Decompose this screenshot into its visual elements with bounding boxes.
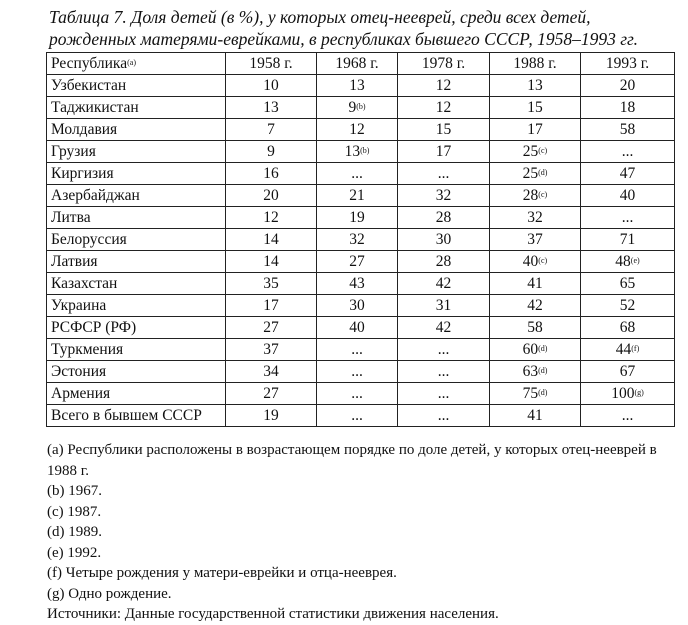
cell-value: 21: [349, 186, 365, 204]
value-cell: [581, 97, 675, 119]
cell-value: ...: [437, 406, 450, 424]
value-cell: [490, 273, 581, 295]
cell-value: 30: [349, 296, 365, 314]
cell-value: 9: [267, 142, 275, 160]
cell-value: 25: [522, 164, 539, 182]
cell-value: 75: [522, 384, 539, 402]
footnote-marker: (d): [538, 365, 548, 375]
value-cell: [581, 317, 675, 339]
cell-value: 9: [348, 98, 357, 116]
value-cell: [226, 207, 317, 229]
cell-value: 44: [615, 340, 632, 358]
cell-value: 28: [522, 186, 539, 204]
cell-value: 58: [527, 318, 543, 336]
cell-value: 18: [619, 98, 636, 116]
footnote-marker: (c): [538, 145, 548, 155]
cell-value: 40: [619, 186, 636, 204]
value-cell: [581, 295, 675, 317]
cell-value: 12: [435, 76, 452, 94]
value-cell: [490, 97, 581, 119]
data-table: [46, 52, 675, 427]
value-cell: [490, 185, 581, 207]
cell-value: 19: [349, 208, 365, 226]
value-cell: [398, 295, 490, 317]
cell-value: 58: [619, 120, 636, 138]
value-cell: [226, 185, 317, 207]
header-year: 1958 г.: [226, 53, 317, 75]
table-body: [47, 75, 675, 427]
cell-value: 7: [267, 120, 275, 138]
region-name: Армения: [47, 383, 226, 405]
footnote-marker: (g): [634, 387, 644, 397]
header-year: 1993 г.: [581, 53, 675, 75]
value-cell: [226, 251, 317, 273]
cell-value: 16: [263, 164, 279, 182]
value-cell: [226, 339, 317, 361]
table-row: [47, 207, 675, 229]
source-note: Источники: Данные государственной статистики движения населения.: [47, 606, 499, 622]
footnote-marker: (b): [360, 145, 370, 155]
cell-value: 28: [435, 208, 452, 226]
cell-value: 13: [349, 76, 365, 94]
value-cell: [317, 317, 398, 339]
footnote-c: (c) 1987.: [47, 503, 102, 520]
value-cell: [581, 273, 675, 295]
value-cell: [490, 383, 581, 405]
cell-value: 42: [435, 318, 452, 336]
region-name: Киргизия: [47, 163, 226, 185]
cell-value: 47: [619, 164, 636, 182]
table-row: [47, 97, 675, 119]
value-cell: [490, 251, 581, 273]
table-row: [47, 75, 675, 97]
value-cell: [317, 119, 398, 141]
footnote-marker: (c): [538, 255, 548, 265]
value-cell: [581, 163, 675, 185]
table-row: [47, 163, 675, 185]
cell-value: 37: [263, 340, 279, 358]
value-cell: [317, 405, 398, 427]
value-cell: [490, 119, 581, 141]
table-row: [47, 141, 675, 163]
value-cell: [398, 405, 490, 427]
cell-value: 10: [263, 76, 279, 94]
footnote-marker: (d): [538, 343, 548, 353]
value-cell: [317, 229, 398, 251]
value-cell: [226, 75, 317, 97]
value-cell: [226, 317, 317, 339]
value-cell: [490, 317, 581, 339]
cell-value: ...: [351, 362, 363, 380]
value-cell: [226, 141, 317, 163]
region-name: Белоруссия: [47, 229, 226, 251]
region-name: Молдавия: [47, 119, 226, 141]
table-caption: [49, 6, 679, 50]
region-name: Узбекистан: [47, 75, 226, 97]
value-cell: [398, 207, 490, 229]
value-cell: [490, 207, 581, 229]
value-cell: [490, 75, 581, 97]
cell-value: 48: [615, 252, 631, 270]
value-cell: [398, 119, 490, 141]
value-cell: [226, 405, 317, 427]
cell-value: 71: [619, 230, 636, 248]
caption-line-2: рожденных матерями-еврейками, в республиках бывшего СССР, 1958–1993 гг.: [49, 29, 639, 49]
value-cell: [398, 339, 490, 361]
cell-value: 63: [522, 362, 539, 380]
cell-value: 27: [349, 252, 365, 270]
cell-value: 19: [263, 406, 279, 424]
value-cell: [581, 207, 675, 229]
cell-value: 60: [522, 340, 539, 358]
table-header-row: [47, 53, 675, 75]
value-cell: [490, 295, 581, 317]
cell-value: 20: [619, 76, 636, 94]
cell-value: 25: [522, 142, 539, 160]
region-name: Грузия: [47, 141, 226, 163]
value-cell: [317, 251, 398, 273]
region-name: Казахстан: [47, 273, 226, 295]
footnote-d: (d) 1989.: [47, 524, 102, 540]
cell-value: 37: [527, 230, 543, 248]
cell-value: ...: [437, 164, 450, 182]
region-name: Литва: [47, 207, 226, 229]
header-republic: [47, 53, 226, 75]
table-row: [47, 405, 675, 427]
cell-value: 67: [619, 362, 636, 380]
header-year: 1978 г.: [398, 53, 490, 75]
value-cell: [581, 361, 675, 383]
value-cell: [226, 229, 317, 251]
value-cell: [581, 229, 675, 251]
cell-value: 68: [619, 318, 636, 336]
cell-value: ...: [621, 142, 634, 160]
value-cell: [581, 75, 675, 97]
cell-value: 40: [349, 318, 365, 336]
cell-value: 17: [435, 142, 452, 160]
value-cell: [226, 163, 317, 185]
value-cell: [398, 361, 490, 383]
value-cell: [398, 97, 490, 119]
value-cell: [398, 317, 490, 339]
table-row: [47, 339, 675, 361]
table-row: [47, 229, 675, 251]
cell-value: 20: [263, 186, 279, 204]
value-cell: [398, 383, 490, 405]
value-cell: [490, 141, 581, 163]
value-cell: [226, 383, 317, 405]
value-cell: [317, 141, 398, 163]
cell-value: 43: [349, 274, 365, 292]
value-cell: [581, 339, 675, 361]
table-row: [47, 317, 675, 339]
region-name: Таджикистан: [47, 97, 226, 119]
cell-value: 13: [263, 98, 279, 116]
cell-value: 42: [435, 274, 452, 292]
table-row: [47, 273, 675, 295]
value-cell: [398, 75, 490, 97]
table-row: [47, 383, 675, 405]
table-row: [47, 295, 675, 317]
value-cell: [490, 361, 581, 383]
cell-value: 13: [344, 142, 361, 160]
value-cell: [398, 185, 490, 207]
value-cell: [490, 405, 581, 427]
footnote-b: (b) 1967.: [47, 483, 102, 499]
header-year: 1968 г.: [317, 53, 398, 75]
value-cell: [581, 119, 675, 141]
value-cell: [317, 163, 398, 185]
cell-value: 12: [435, 98, 452, 116]
cell-value: 32: [349, 230, 365, 248]
cell-value: ...: [437, 340, 450, 358]
cell-value: 31: [435, 296, 452, 314]
value-cell: [226, 273, 317, 295]
cell-value: ...: [351, 406, 363, 424]
region-name: РСФСР (РФ): [47, 317, 226, 339]
cell-value: 15: [527, 98, 543, 116]
footnote-marker: (a): [127, 57, 136, 67]
value-cell: [226, 295, 317, 317]
table-row: [47, 361, 675, 383]
cell-value: 32: [527, 208, 543, 226]
cell-value: ...: [621, 208, 634, 226]
table-row: [47, 251, 675, 273]
cell-value: 13: [527, 76, 543, 94]
cell-value: 100: [611, 384, 635, 402]
cell-value: 30: [435, 230, 452, 248]
cell-value: 52: [619, 296, 636, 314]
footnote-e: (e) 1992.: [47, 544, 102, 561]
value-cell: [317, 75, 398, 97]
value-cell: [581, 141, 675, 163]
footnote-marker: (b): [356, 101, 366, 111]
value-cell: [317, 339, 398, 361]
value-cell: [226, 119, 317, 141]
value-cell: [226, 97, 317, 119]
footnote-f: (f) Четыре рождения у матери-еврейки и отца-нееврея.: [47, 565, 397, 581]
cell-value: 14: [263, 252, 279, 270]
cell-value: 41: [527, 274, 543, 292]
value-cell: [490, 229, 581, 251]
table-row: [47, 119, 675, 141]
footnote-a: (a) Республики расположены в возрастающем порядке по доле детей, у которых отец-нееврей в 1988 г.: [47, 442, 657, 479]
region-name: Эстония: [47, 361, 226, 383]
cell-value: 34: [263, 362, 279, 380]
region-name: Латвия: [47, 251, 226, 273]
header-republic-label: Республика: [51, 54, 128, 72]
value-cell: [581, 251, 675, 273]
value-cell: [398, 141, 490, 163]
value-cell: [398, 251, 490, 273]
value-cell: [317, 273, 398, 295]
value-cell: [581, 383, 675, 405]
value-cell: [317, 207, 398, 229]
cell-value: 12: [349, 120, 365, 138]
caption-line-1: Таблица 7. Доля детей (в %), у которых отец-нееврей, среди всех детей,: [49, 7, 591, 27]
cell-value: ...: [351, 164, 363, 182]
value-cell: [317, 97, 398, 119]
value-cell: [317, 361, 398, 383]
region-name: Азербайджан: [47, 185, 226, 207]
cell-value: 27: [263, 318, 279, 336]
value-cell: [317, 383, 398, 405]
region-name: Всего в бывшем СССР: [47, 405, 226, 427]
footnote-marker: (e): [630, 255, 640, 265]
cell-value: 27: [263, 384, 279, 402]
cell-value: ...: [621, 406, 634, 424]
cell-value: 35: [263, 274, 279, 292]
cell-value: 17: [527, 120, 543, 138]
value-cell: [317, 295, 398, 317]
footnote-marker: (c): [538, 189, 548, 199]
cell-value: 12: [263, 208, 279, 226]
value-cell: [490, 339, 581, 361]
cell-value: ...: [351, 384, 363, 402]
footnote-marker: (d): [538, 387, 548, 397]
cell-value: ...: [437, 384, 450, 402]
header-year: 1988 г.: [490, 53, 581, 75]
value-cell: [317, 185, 398, 207]
region-name: Украина: [47, 295, 226, 317]
cell-value: 65: [619, 274, 636, 292]
value-cell: [398, 229, 490, 251]
value-cell: [398, 273, 490, 295]
cell-value: ...: [437, 362, 450, 380]
cell-value: 40: [522, 252, 539, 270]
value-cell: [581, 405, 675, 427]
value-cell: [398, 163, 490, 185]
cell-value: ...: [351, 340, 363, 358]
value-cell: [226, 361, 317, 383]
cell-value: 32: [435, 186, 452, 204]
footnote-g: (g) Одно рождение.: [47, 585, 172, 602]
cell-value: 28: [435, 252, 452, 270]
footnotes: [47, 440, 677, 625]
region-name: Туркмения: [47, 339, 226, 361]
cell-value: 15: [435, 120, 452, 138]
value-cell: [490, 163, 581, 185]
value-cell: [581, 185, 675, 207]
footnote-marker: (f): [631, 343, 640, 353]
cell-value: 14: [263, 230, 279, 248]
cell-value: 41: [527, 406, 543, 424]
footnote-marker: (d): [538, 167, 548, 177]
table-row: [47, 185, 675, 207]
cell-value: 42: [527, 296, 543, 314]
cell-value: 17: [263, 296, 279, 314]
